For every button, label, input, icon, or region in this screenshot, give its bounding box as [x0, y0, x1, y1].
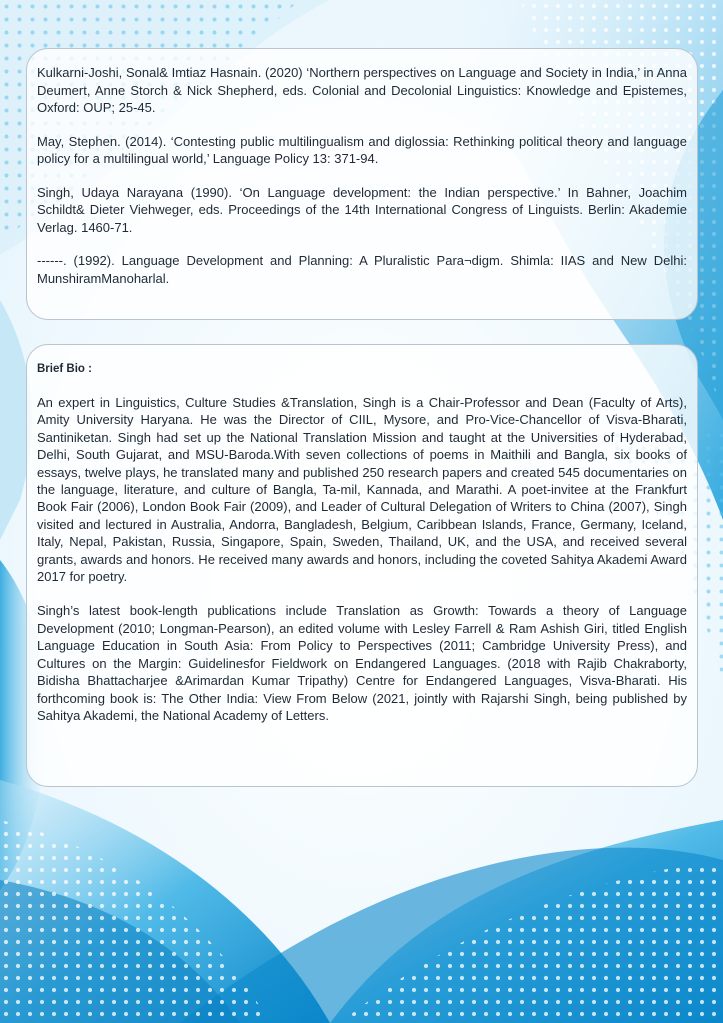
reference-item: Kulkarni-Joshi, Sonal& Imtiaz Hasnain. (2020) ‘Northern perspectives on Language and Society in India,’ in Anna Deumert, Anne Storch & Nick Shepherd, eds. Colonial and Decolonial Linguistics: Knowledge and Epistemes, Oxford: OUP; 25-45.: [37, 65, 687, 115]
bio-paragraph: An expert in Linguistics, Culture Studies &Translation, Singh is a Chair-Professor and Dean (Faculty of Arts), Amity University Haryana. He was the Director of CIIL, Mysore, and Pro-Vice-Chancellor of Visva-Bharati, Santiniketan. Singh had set up the National Translation Mission and taught at the Universities of Hyderabad, Delhi, South Gujarat, and MSU-Baroda.With seven collections of poems in Maithili and Bangla, six books of essays, twelve plays, he translated many and published 250 research papers and created 545 documentaries on the language, literature, and culture of Bangla, Ta-mil, Kannada, and Marathi. A poet-invitee at the Frankfurt Book Fair (2006), London Book Fair (2009), and Leader of Cultural Delegation of Writers to China (2007), Singh visited and lectured in Australia, Andorra, Bangladesh, Belgium, Caribbean Islands, France, Germany, Iceland, Italy, Nepal, Pakistan, Russia, Singapore, Spain, Sweden, Thailand, UK, and the USA, and received several grants, awards and honors. He received many awards and honors, including the coveted Sahitya Akademi Award 2017 for poetry.: [37, 395, 687, 585]
reference-item: May, Stephen. (2014). ‘Contesting public multilingualism and diglossia: Rethinking political theory and language policy for a multilingual world,’ Language Policy 13: 371-94.: [37, 133, 687, 166]
reference-item: Singh, Udaya Narayana (1990). ‘On Language development: the Indian perspective.’ In Bahner, Joachim Schildt& Dieter Viehweger, eds. Proceedings of the 14th International Congress of Linguists. Berlin: Akademie Verlag. 1460-71.: [37, 184, 687, 235]
reference-item: ------. (1992). Language Development and Planning: A Pluralistic Para¬digm. Shimla: IIAS and New Delhi: MunshiramManoharlal.: [37, 253, 687, 286]
bio-paragraph: Singh’s latest book-length publications include Translation as Growth: Towards a theory of Language Development (2010; Longman-Pearson), an edited volume with Lesley Farrell & Ram Ashish Giri, titled English Language Education in South Asia: From Policy to Perspectives (2011; Cambridge University Press), and Cultures on the Margin: Guidelinesfor Fieldwork on Endangered Languages. (2018 with Rajib Chakraborty, Bidisha Bhattacharjee &Arimardan Kumar Tripathy) Centre for Endangered Languages, Visva-Bharati. His forthcoming book is: The Other India: View From Below (2021, jointly with Rajarshi Singh, being published by Sahitya Akademi, the National Academy of Letters.: [37, 603, 687, 723]
brief-bio-panel: [26, 344, 698, 787]
references-panel: [26, 48, 698, 320]
bio-heading: Brief Bio :: [37, 363, 92, 375]
